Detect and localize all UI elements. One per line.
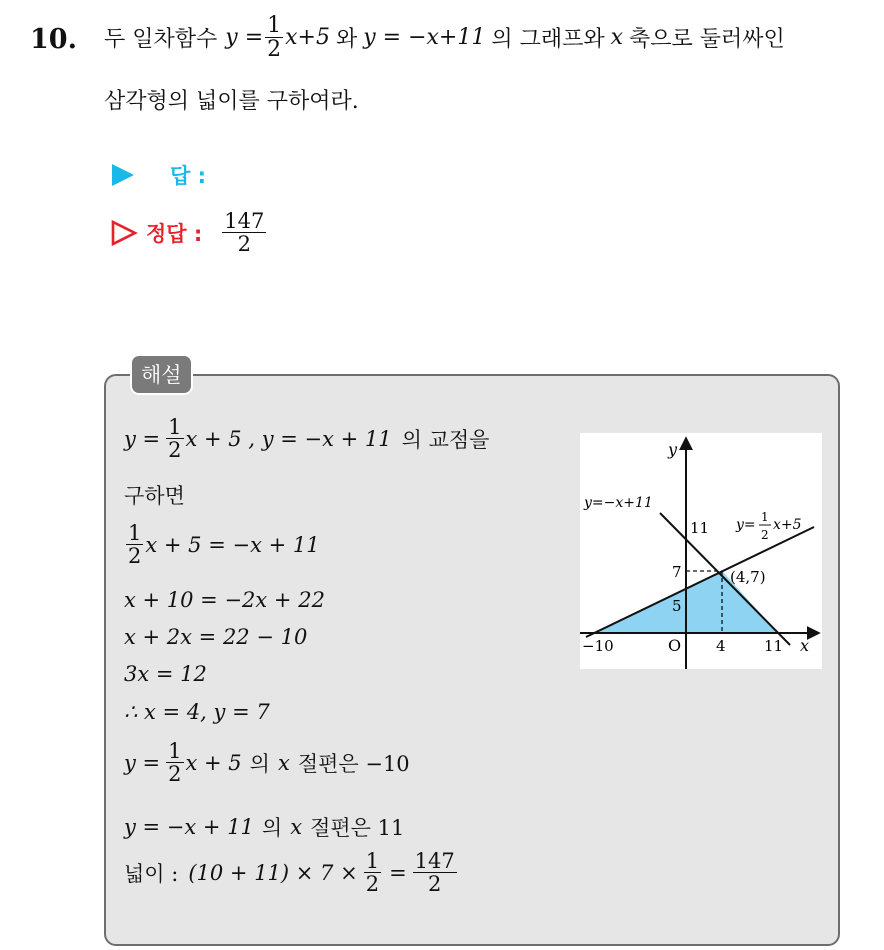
- correct-answer-label: 정답 :: [146, 221, 203, 246]
- label-line-1-num: 1: [761, 510, 769, 524]
- solution-line-4: x + 10 = −2x + 22: [124, 588, 325, 612]
- intersection-label: (4,7): [730, 568, 766, 586]
- y-axis-label: y: [668, 440, 678, 459]
- sol-l1-c: 의 교점을: [401, 427, 490, 452]
- tick-7: 7: [672, 563, 682, 581]
- sol-l10-fraction-result: [413, 850, 457, 895]
- tick-5: 5: [672, 597, 682, 615]
- eq2: y = −x+11: [363, 25, 486, 51]
- solution-line-7: ∴ x = 4, y = 7: [124, 700, 270, 724]
- sol-l10-fraction: [364, 850, 381, 895]
- label-line-2: y=−x+11: [584, 495, 653, 511]
- sol-l9-c: x: [290, 815, 303, 839]
- label-line-1-den: 2: [761, 528, 769, 542]
- sol-l8-num: 1: [168, 739, 182, 763]
- eq1-prefix: y =: [225, 25, 264, 51]
- question-text-b: 의 그래프와: [491, 27, 605, 53]
- graph-svg: [580, 433, 822, 669]
- label-line-1-prefix: y=: [736, 517, 756, 533]
- correct-answer-numerator: 147: [224, 209, 265, 233]
- sol-l8-fraction: [166, 740, 183, 785]
- sol-l10-c: =: [389, 860, 407, 885]
- answer-label: 답 :: [170, 164, 206, 188]
- sol-l3-b: x + 5 = −x + 11: [145, 532, 320, 557]
- tick-11-y: 11: [690, 519, 710, 537]
- solution-line-1: [124, 416, 489, 461]
- sol-l3-fraction: [126, 522, 143, 567]
- sol-l3-num: 1: [128, 521, 142, 545]
- tick-11-x: 11: [764, 637, 784, 655]
- solution-line-6: 3x = 12: [124, 662, 207, 686]
- sol-l1-b: x + 5 , y = −x + 11: [185, 426, 392, 451]
- sol-l1-a: y =: [124, 426, 161, 451]
- solution-line-8: [124, 740, 410, 785]
- solution-line-5: x + 2x = 22 − 10: [124, 625, 308, 649]
- question-line-2: 삼각형의 넓이를 구하여라.: [104, 89, 359, 114]
- x-axis-label: x: [800, 636, 810, 655]
- answer-row: [110, 160, 206, 190]
- question-number: 10.: [30, 24, 77, 55]
- sol-l10-num: 1: [365, 849, 380, 873]
- sol-l3-den: 2: [128, 544, 142, 569]
- solution-tag: 해설: [130, 354, 193, 395]
- solution-line-9: [124, 812, 404, 842]
- sol-l8-e: 절편은 −10: [297, 751, 410, 776]
- correct-answer-fraction: [222, 210, 266, 255]
- sol-l8-c: 의: [249, 751, 270, 776]
- eq1-suffix: x+5: [285, 25, 330, 51]
- sol-l8-b: x + 5: [185, 750, 242, 775]
- play-triangle-icon: [110, 162, 136, 188]
- question-conj: 와: [335, 27, 358, 53]
- sol-l10-a: 넓이 :: [124, 861, 179, 886]
- sol-l8-a: y =: [124, 750, 161, 775]
- outline-triangle-icon: [110, 219, 138, 247]
- sol-l9-a: y = −x + 11: [124, 815, 254, 839]
- tick-neg10: −10: [582, 637, 614, 655]
- question-text-c: 축으로 둘러싸인: [629, 27, 785, 53]
- sol-l1-den: 2: [168, 438, 182, 463]
- sol-l10-den2: 2: [428, 872, 442, 897]
- label-line-1-suffix: x+5: [773, 517, 802, 533]
- eq1-fraction: [265, 14, 283, 61]
- sol-l1-fraction: [166, 416, 183, 461]
- solution-line-3: [124, 522, 320, 567]
- sol-l10-b: (10 + 11) × 7 ×: [188, 860, 358, 885]
- question-text-a: 두 일차함수: [104, 27, 218, 53]
- x-var: x: [610, 25, 624, 51]
- solution-line-10: [124, 850, 459, 895]
- sol-l8-den: 2: [168, 762, 182, 787]
- sol-l10-den: 2: [365, 872, 380, 897]
- solution-graph: [580, 433, 822, 669]
- sol-l9-b: 의: [261, 816, 283, 840]
- correct-answer-row: [110, 210, 268, 255]
- tick-4: 4: [716, 637, 726, 655]
- eq1-denominator: 2: [267, 37, 282, 63]
- sol-l8-d: x: [277, 750, 290, 775]
- sol-l10-num2: 147: [414, 849, 455, 873]
- sol-l9-d: 절편은 11: [310, 816, 405, 840]
- solution-line-2: 구하면: [124, 484, 185, 508]
- question-line-1: [104, 14, 785, 61]
- eq1-numerator: 1: [267, 13, 282, 38]
- correct-answer-denominator: 2: [237, 232, 252, 257]
- origin-label: O: [668, 636, 682, 655]
- sol-l1-num: 1: [168, 415, 182, 439]
